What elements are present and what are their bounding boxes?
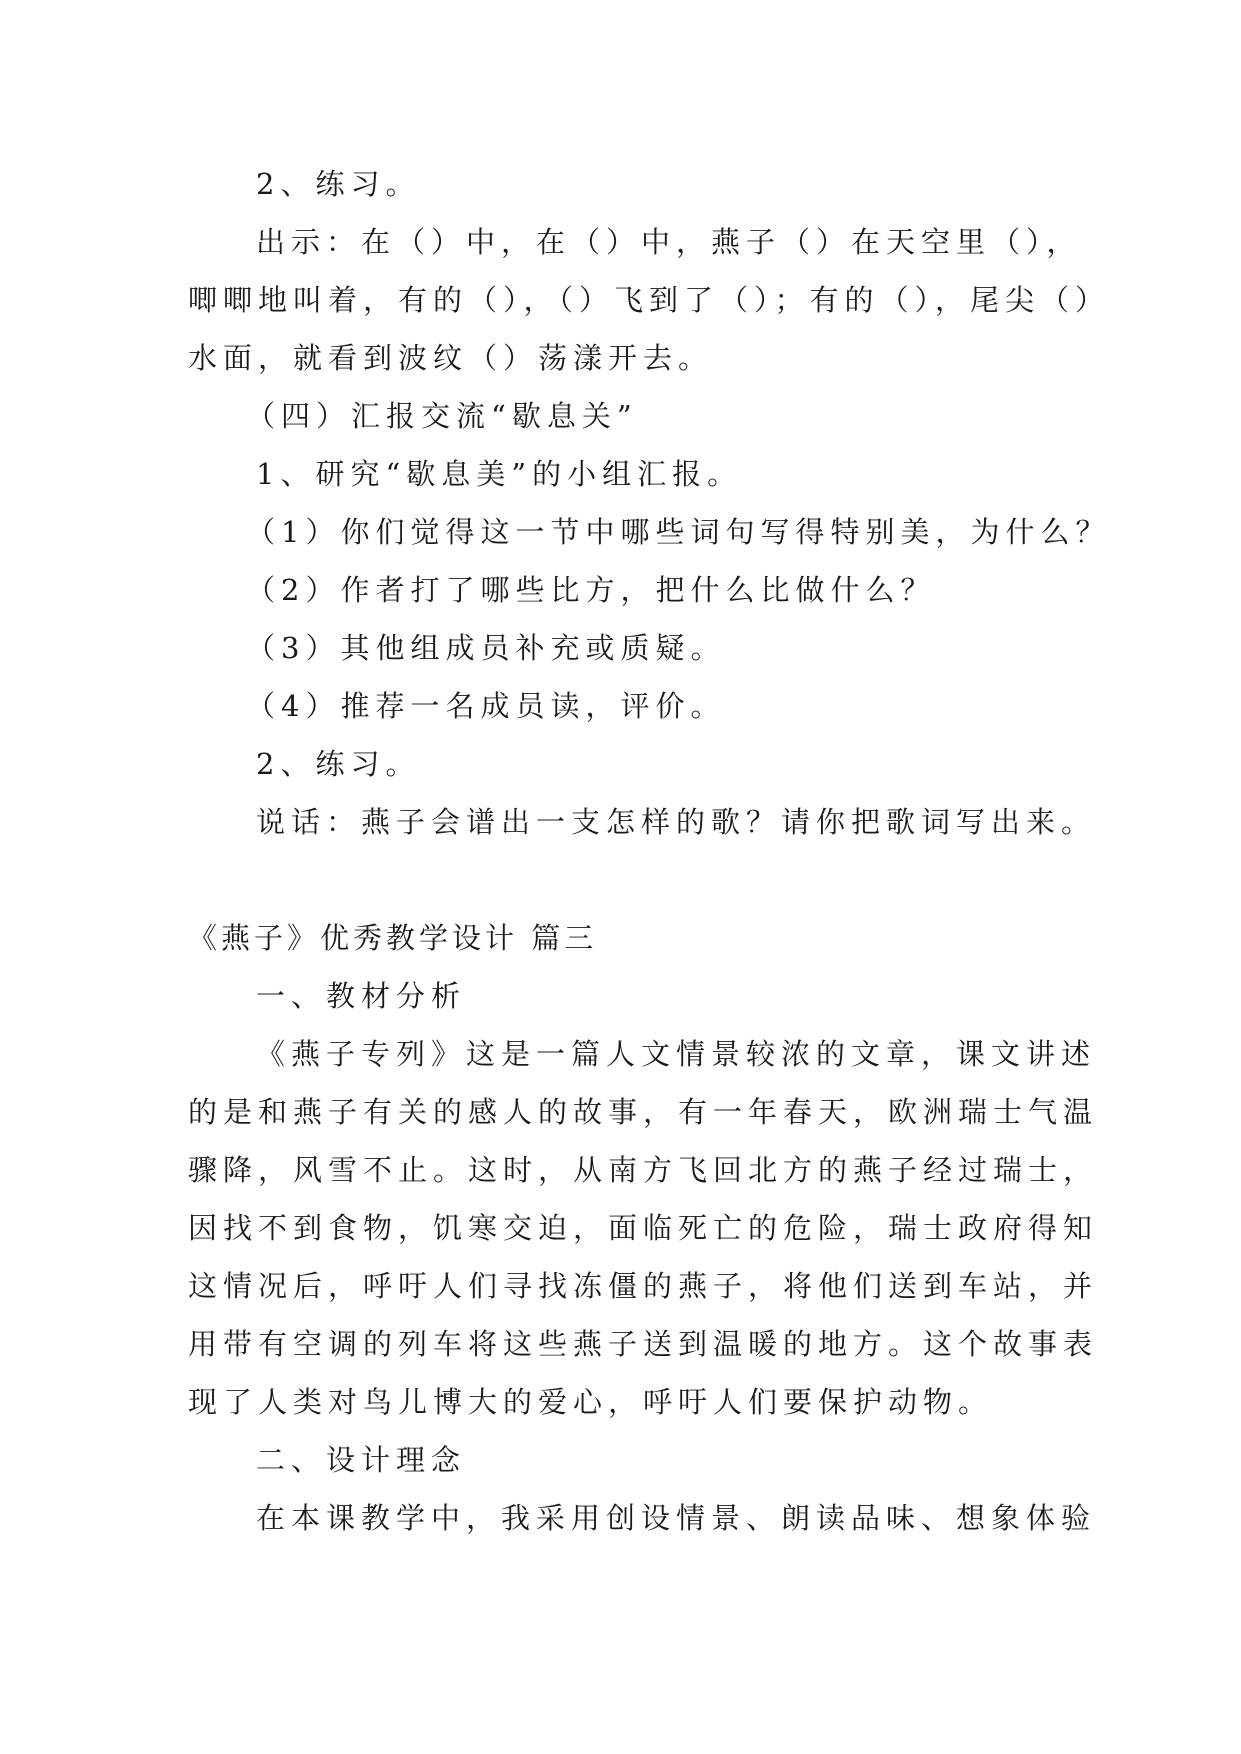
paragraph-line: 《燕子专列》这是一篇人文情景较浓的文章，课文讲述 bbox=[256, 1037, 1097, 1071]
exercise-line: 唧唧地叫着，有的（），（）飞到了（）；有的（），尾尖（） bbox=[188, 283, 1111, 317]
paragraph-line: 在本课教学中，我采用创设情景、朗读品味、想象体验 bbox=[256, 1501, 1097, 1535]
section-heading: 二、设计理念 bbox=[256, 1443, 467, 1477]
paragraph-line: 这情况后，呼吁人们寻找冻僵的燕子，将他们送到车站，并 bbox=[188, 1269, 1099, 1303]
article-title: 《燕子》优秀教学设计 篇三 bbox=[188, 921, 598, 955]
question-item: （1）你们觉得这一节中哪些词句写得特别美，为什么？ bbox=[246, 515, 1111, 549]
practice-heading: 2、练习。 bbox=[256, 167, 421, 201]
practice-heading: 2、练习。 bbox=[256, 747, 421, 781]
paragraph-line: 因找不到食物，饥寒交迫，面临死亡的危险，瑞士政府得知 bbox=[188, 1211, 1099, 1245]
question-item: （2）作者打了哪些比方，把什么比做什么？ bbox=[246, 573, 936, 607]
question-item: （4）推荐一名成员读，评价。 bbox=[246, 689, 726, 723]
exercise-line: 说话：燕子会谱出一支怎样的歌？请你把歌词写出来。 bbox=[256, 805, 1097, 839]
exercise-line: 水面，就看到波纹（）荡漾开去。 bbox=[188, 341, 714, 375]
section-heading: 一、教材分析 bbox=[256, 979, 467, 1013]
list-item: 1、研究“歇息美”的小组汇报。 bbox=[256, 457, 743, 491]
section-heading: （四）汇报交流“歇息关” bbox=[246, 399, 638, 433]
exercise-line: 出示：在（）中，在（）中，燕子（）在天空里（）， bbox=[256, 225, 1082, 259]
paragraph-line: 骤降，风雪不止。这时，从南方飞回北方的燕子经过瑞士， bbox=[188, 1153, 1099, 1187]
paragraph-line: 用带有空调的列车将这些燕子送到温暖的地方。这个故事表 bbox=[188, 1327, 1099, 1361]
paragraph-line: 的是和燕子有关的感人的故事，有一年春天，欧洲瑞士气温 bbox=[188, 1095, 1099, 1129]
question-item: （3）其他组成员补充或质疑。 bbox=[246, 631, 726, 665]
paragraph-line: 现了人类对鸟儿博大的爱心，呼吁人们要保护动物。 bbox=[188, 1385, 994, 1419]
